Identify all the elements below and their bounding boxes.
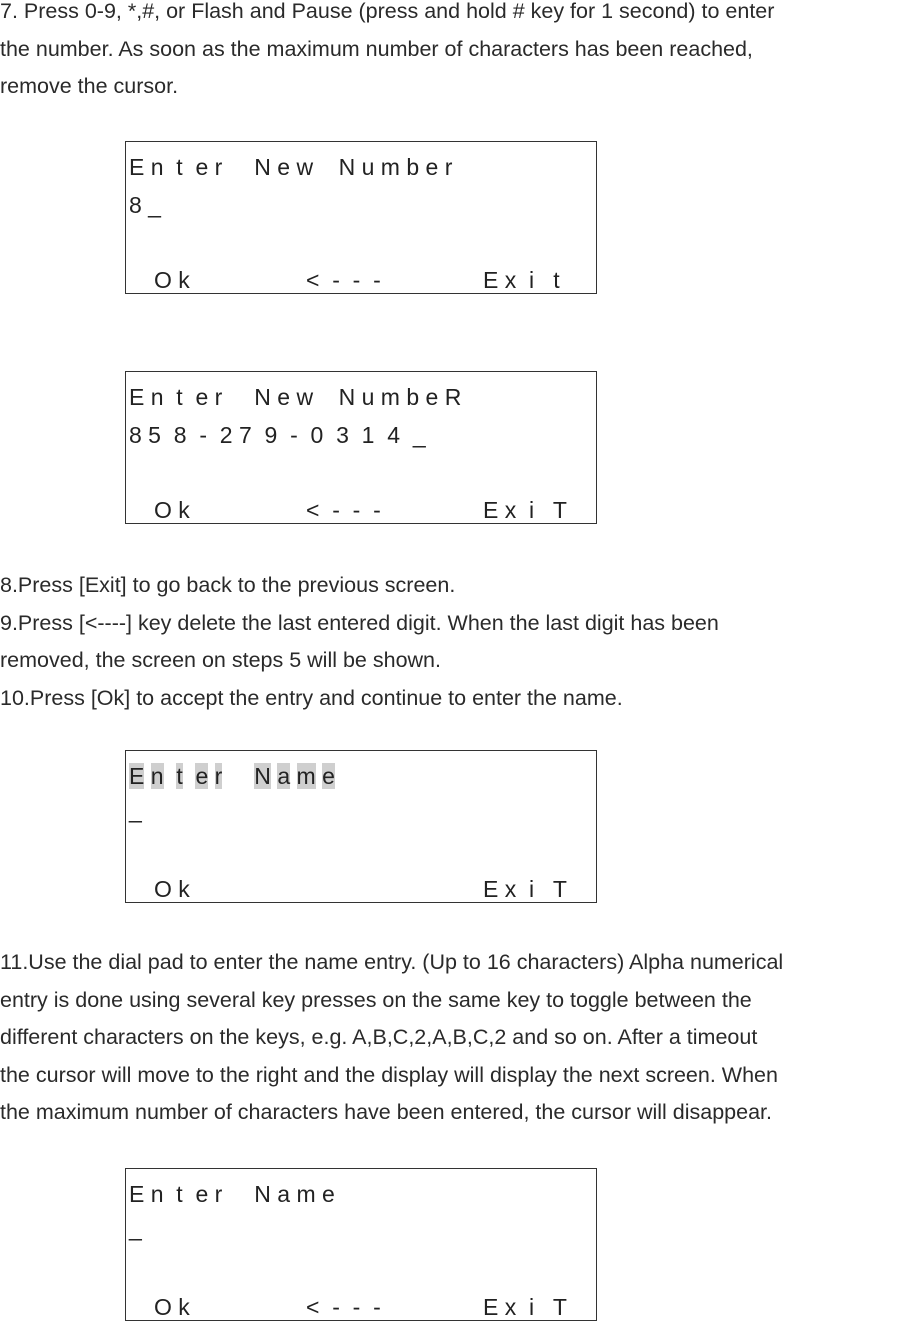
lcd-screen-enter-name-2 <box>125 1168 597 1321</box>
text-line: remove the cursor. <box>0 74 179 98</box>
lcd-screen-enter-number-1 <box>125 141 597 294</box>
lcd-char: e <box>322 763 335 789</box>
step-11-text <box>0 944 904 1132</box>
ok-softkey[interactable]: O k <box>154 497 190 523</box>
lcd-cursor: _ <box>129 797 142 823</box>
ok-softkey[interactable]: O k <box>154 267 190 293</box>
backspace-softkey[interactable]: < - - - <box>306 497 381 523</box>
text-line: 7. Press 0-9, *,#, or Flash and Pause (press and hold # key for 1 second) to enter <box>0 0 775 23</box>
lcd-screen-enter-name-1 <box>125 750 597 903</box>
lcd-title: E n t e r N e w N u m b e r <box>129 154 453 180</box>
text-line: the maximum number of characters have been entered, the cursor will disappear. <box>0 1100 773 1124</box>
exit-softkey[interactable]: E x i T <box>483 1294 567 1320</box>
lcd-entry: 8 _ <box>129 192 161 218</box>
exit-softkey[interactable]: E x i T <box>483 876 567 902</box>
backspace-softkey[interactable]: < - - - <box>306 267 381 293</box>
lcd-char: a <box>277 763 291 789</box>
backspace-softkey[interactable]: < - - - <box>306 1294 381 1320</box>
text-line: 10.Press [Ok] to accept the entry and continue to enter the name. <box>0 685 623 710</box>
text-line: different characters on the keys, e.g. A,B,C,2,A,B,C,2 and so on. After a timeout <box>0 1025 758 1049</box>
lcd-char: e <box>195 763 209 789</box>
exit-softkey[interactable]: E x i T <box>483 497 567 523</box>
steps-8-10-text <box>0 567 904 717</box>
lcd-char: E <box>129 763 145 789</box>
lcd-entry: 8 5 8 - 2 7 9 - 0 3 1 4 _ <box>129 422 426 448</box>
exit-softkey[interactable]: E x i t <box>483 267 560 293</box>
lcd-title: E n t e r N a m e <box>129 1181 335 1207</box>
ok-softkey[interactable]: O k <box>154 876 190 902</box>
text-line: 11.Use the dial pad to enter the name entry. (Up to 16 characters) Alpha numerical <box>0 950 784 974</box>
text-line: the number. As soon as the maximum number of characters has been reached, <box>0 36 753 61</box>
lcd-char: N <box>254 763 271 789</box>
lcd-char: r <box>214 763 223 789</box>
text-line: the cursor will move to the right and the display will display the next screen. When <box>0 1062 778 1087</box>
text-line: removed, the screen on steps 5 will be shown. <box>0 648 441 672</box>
lcd-cursor: _ <box>129 1215 142 1241</box>
lcd-title <box>129 761 335 791</box>
lcd-char: m <box>296 763 316 789</box>
lcd-screen-enter-number-2 <box>125 371 597 524</box>
ok-softkey[interactable]: O k <box>154 1294 190 1320</box>
lcd-char: n <box>150 763 164 789</box>
text-line: entry is done using several key presses on the same key to toggle between the <box>0 987 752 1012</box>
step-7-text <box>0 0 904 106</box>
lcd-title: E n t e r N e w N u m b e R <box>129 384 462 410</box>
text-line: 9.Press [<----] key delete the last entered digit. When the last digit has been <box>0 610 719 635</box>
lcd-char: t <box>176 763 183 789</box>
text-line: 8.Press [Exit] to go back to the previous screen. <box>0 573 456 597</box>
